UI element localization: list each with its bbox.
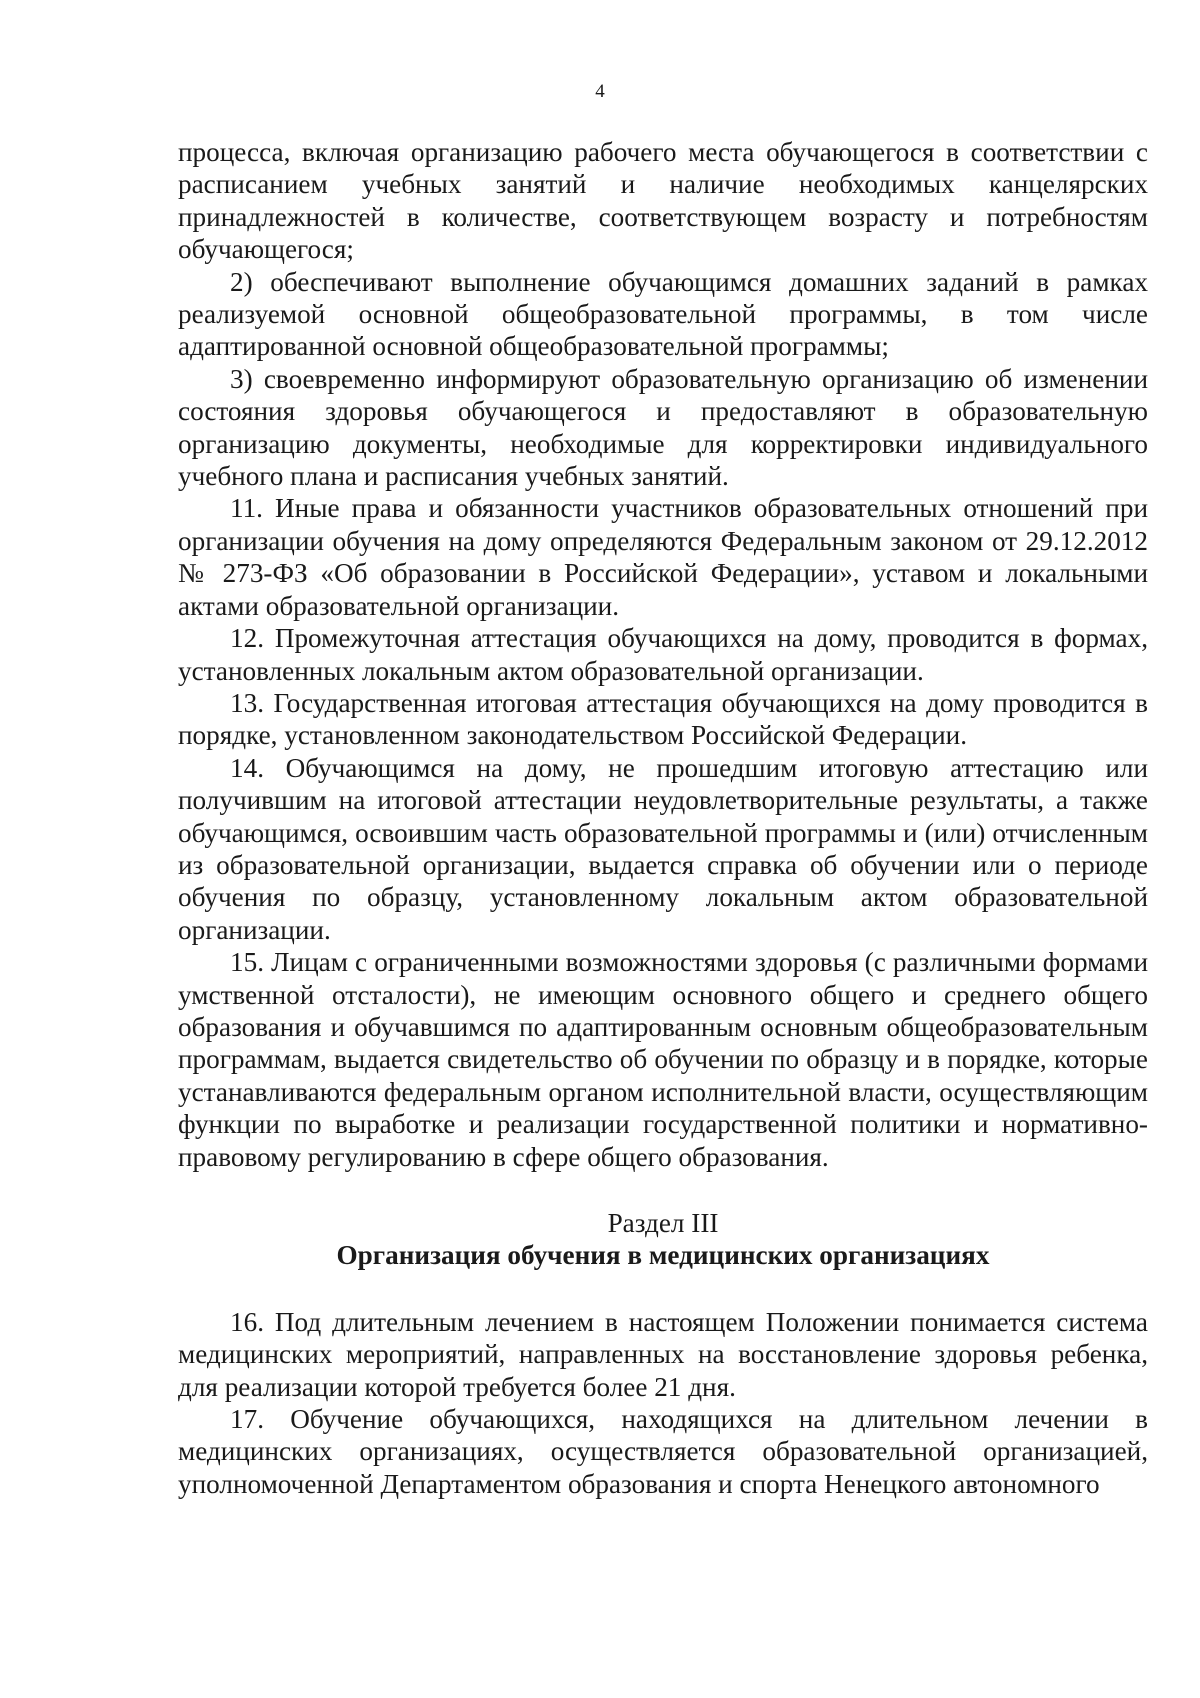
paragraph-14: 14. Обучающимся на дому, не прошедшим итоговую аттестацию или получившим на итоговой аттестации неудовлетворительные результаты, а также обучающимся, освоившим часть образовательной программы и (или) отчисленным из образовательной организации, выдается справка об обучении или о периоде обучения по образцу, установленному локальным актом образовательной организации. <box>178 752 1148 945</box>
paragraph-11: 11. Иные права и обязанности участников образовательных отношений при организации обучения на дому определяются Федеральным законом от 29.12.2012 № 273-ФЗ «Об образовании в Российской Федерации», уставом и локальными актами образовательной организации. <box>178 493 1148 621</box>
paragraph-13: 13. Государственная итоговая аттестация обучающихся на дому проводится в порядке, установленном законодательством Российской Федерации. <box>178 687 1148 751</box>
section-title: Организация обучения в медицинских организациях <box>336 1240 990 1271</box>
paragraph-12: 12. Промежуточная аттестация обучающихся на дому, проводится в формах, установленных локальным актом образовательной организации. <box>178 623 1148 686</box>
section-number: Раздел III <box>607 1208 719 1238</box>
paragraph-continuation: процесса, включая организацию рабочего места обучающегося в соответствии с расписанием учебных занятий и наличие необходимых канцелярских принадлежностей в количестве, соответствующем возрасту и потребностям обучающегося; <box>178 137 1148 265</box>
paragraph-item-3: 3) своевременно информируют образовательную организацию об изменении состояния здоровья обучающегося и предоставляют в образовательную организацию документы, необходимые для корректировки индивидуального учебного плана и расписания учебных занятий. <box>178 363 1148 492</box>
paragraph-15: 15. Лицам с ограниченными возможностями здоровья (с различными формами умственной отсталости), не имеющим основного общего и среднего общего образования и обучавшимся по адаптированным основным общеобразовательным программам, выдается свидетельство об обучении по образцу и в порядке, которые устанавливаются федеральным органом исполнительной власти, осуществляющим функции по выработке и реализации государственной политики и нормативно-правовому регулированию в сфере общего образования. <box>178 947 1148 1172</box>
section-heading <box>178 1207 1148 1272</box>
paragraph-17: 17. Обучение обучающихся, находящихся на длительном лечении в медицинских организациях, осуществляется образовательной организацией, уполномоченной Департаментом образования и спорта Ненецкого автономного <box>178 1404 1148 1499</box>
document-body <box>178 136 1148 1500</box>
page-number: 4 <box>595 81 605 102</box>
paragraph-item-2: 2) обеспечивают выполнение обучающимся домашних заданий в рамках реализуемой основной общеобразовательной программы, в том числе адаптированной основной общеобразовательной программы; <box>178 266 1148 362</box>
section-spacer <box>178 1272 1148 1306</box>
paragraph-16: 16. Под длительным лечением в настоящем Положении понимается система медицинских мероприятий, направленных на восстановление здоровья ребенка, для реализации которой требуется более 21 дня. <box>178 1306 1148 1402</box>
